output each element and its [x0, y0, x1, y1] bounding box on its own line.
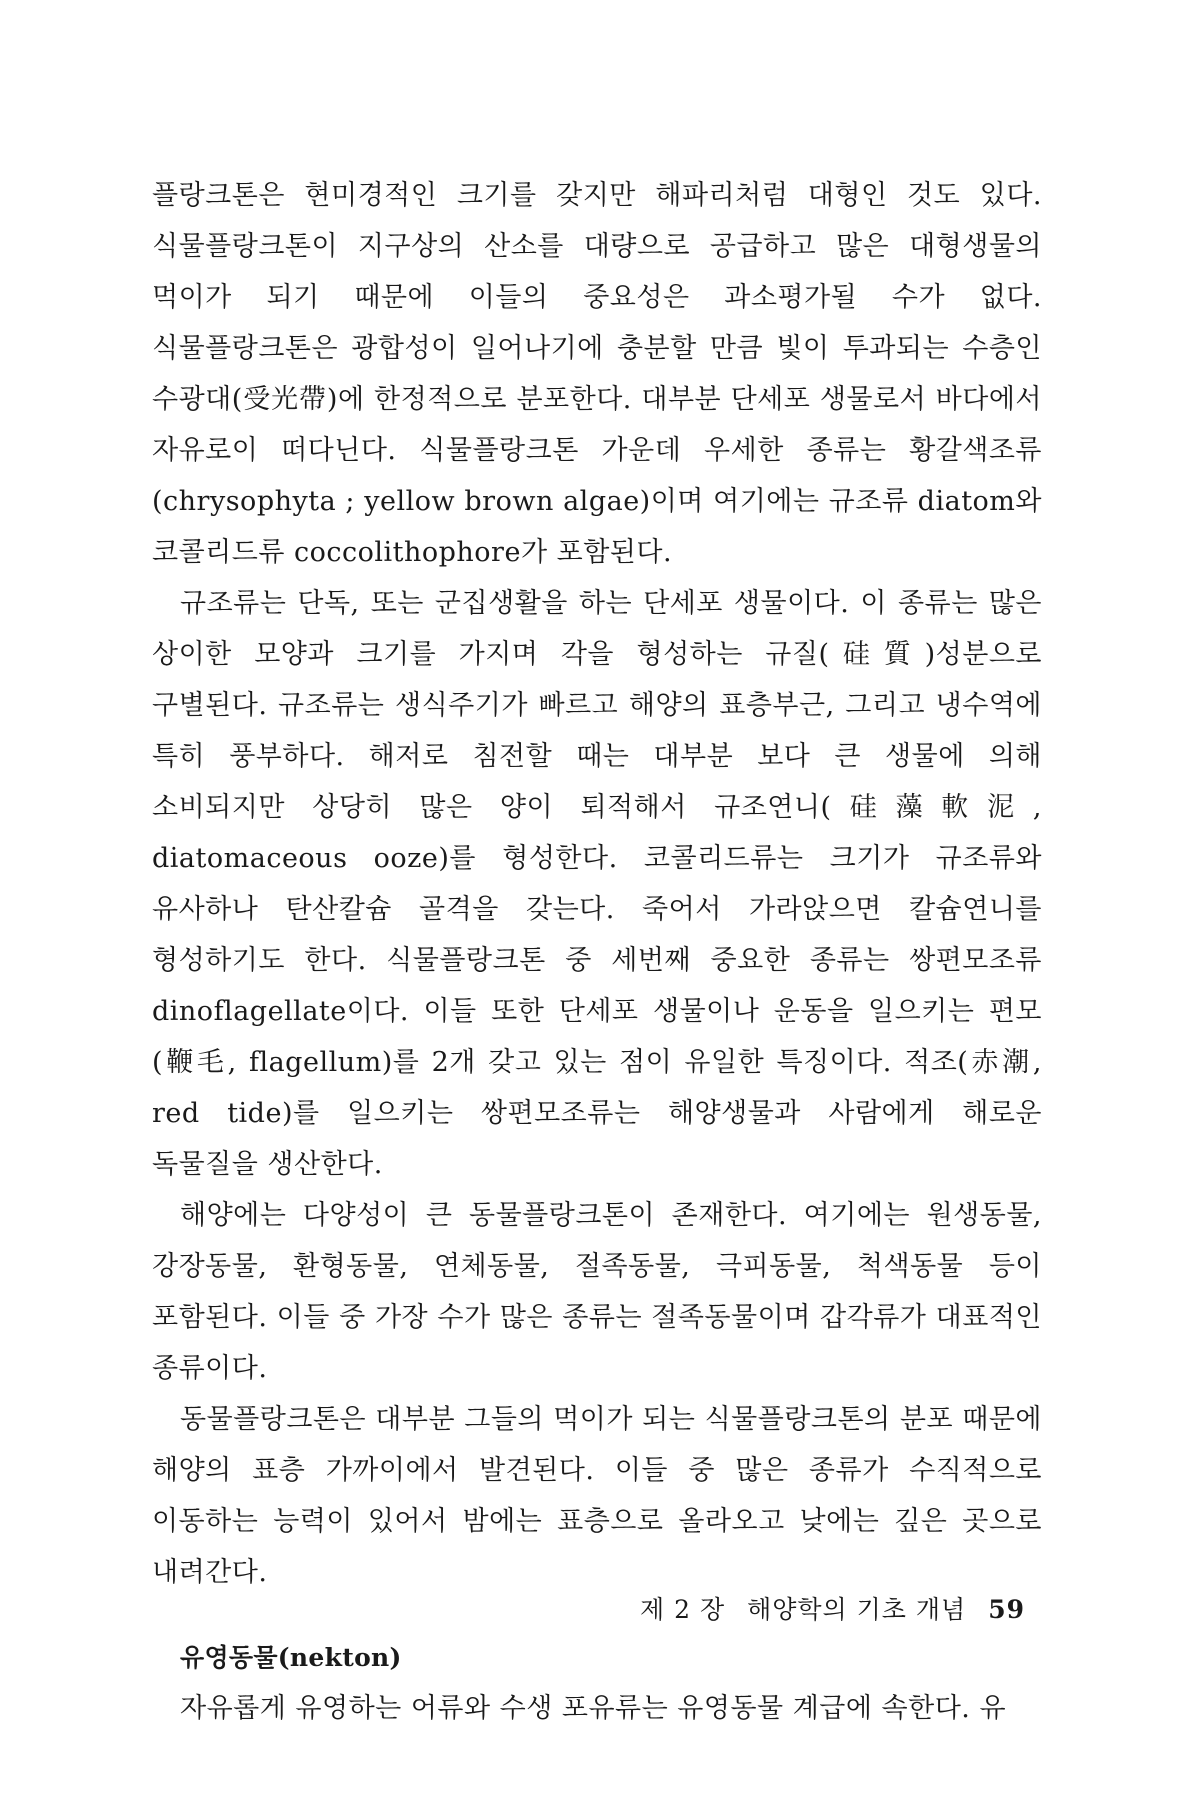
paragraph-zooplankton-diversity: 해양에는 다양성이 큰 동물플랑크톤이 존재한다. 여기에는 원생동물, 강장동물, 환형동물, 연체동물, 절족동물, 극피동물, 척색동물 등이 포함된다. 이들 중 가장 수가 많은 종류는 절족동물이며 갑각류가 대표적인 종류이다. — [152, 1200, 1042, 1384]
footer-chapter-title: 해양학의 기초 개념 — [747, 1595, 967, 1624]
page-footer — [640, 1590, 1040, 1630]
paragraph-plankton-intro: 플랑크톤은 현미경적인 크기를 갖지만 해파리처럼 대형인 것도 있다. 식물플랑크톤이 지구상의 산소를 대량으로 공급하고 많은 대형생물의 먹이가 되기 때문에 이들의 중요성은 과소평가될 수가 없다. 식물플랑크톤은 광합성이 일어나기에 충분할 만큼 빛이 투과되는 수층인 수광대(受光帶)에 한정적으로 분포한다. 대부분 단세포 생물로서 바다에서 자유로이 떠다닌다. 식물플랑크톤 가운데 우세한 종류는 황갈색조류(chrysophyta ; yellow brown algae)이며 여기에는 규조류 diatom와 코콜리드류 coccolithophore가 포함된다. — [152, 180, 1042, 568]
paragraph-zooplankton-distribution: 동물플랑크톤은 대부분 그들의 먹이가 되는 식물플랑크톤의 분포 때문에 해양의 표층 가까이에서 발견된다. 이들 중 많은 종류가 수직적으로 이동하는 능력이 있어서 밤에는 표층으로 올라오고 낮에는 깊은 곳으로 내려간다. — [152, 1404, 1042, 1588]
section-heading-nekton: 유영동물(nekton) — [180, 1643, 402, 1672]
paragraph-nekton: 자유롭게 유영하는 어류와 수생 포유류는 유영동물 계급에 속한다. 유 — [180, 1693, 1007, 1724]
footer-chapter: 제 2 장 — [640, 1595, 726, 1624]
page-number: 59 — [988, 1595, 1026, 1624]
paragraph-diatoms: 규조류는 단독, 또는 군집생활을 하는 단세포 생물이다. 이 종류는 많은 상이한 모양과 크기를 가지며 각을 형성하는 규질(硅質)성분으로 구별된다. 규조류는 생식주기가 빠르고 해양의 표층부근, 그리고 냉수역에 특히 풍부하다. 해저로 침전할 때는 대부분 보다 큰 생물에 의해 소비되지만 상당히 많은 양이 퇴적해서 규조연니(硅藻軟泥, diatomaceous ooze)를 형성한다. 코콜리드류는 크기가 규조류와 유사하나 탄산칼슘 골격을 갖는다. 죽어서 가라앉으면 칼슘연니를 형성하기도 한다. 식물플랑크톤 중 세번째 중요한 종류는 쌍편모조류 dinoflagellate이다. 이들 또한 단세포 생물이나 운동을 일으키는 편모(鞭毛, flagellum)를 2개 갖고 있는 점이 유일한 특징이다. 적조(赤潮, red tide)를 일으키는 쌍편모조류는 해양생물과 사람에게 해로운 독물질을 생산한다. — [152, 588, 1042, 1180]
page-body — [152, 170, 1042, 1734]
